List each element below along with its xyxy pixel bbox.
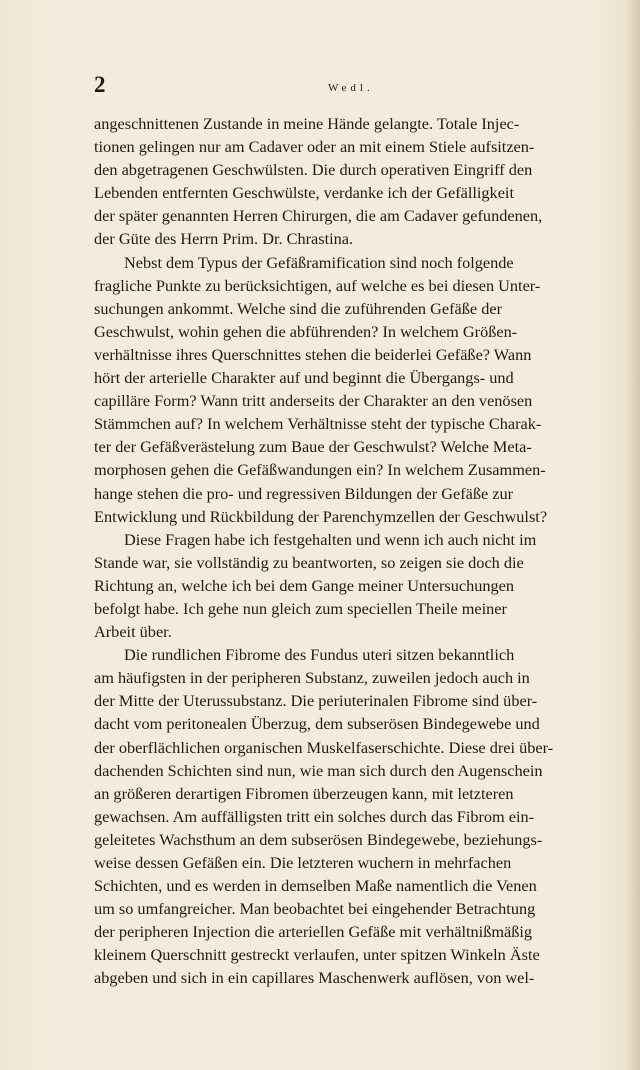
text-line: morphosen gehen die Gefäßwandungen ein? In welchem Zusammen-	[94, 460, 546, 480]
text-line: tionen gelingen nur am Cadaver oder an mit einem Stiele aufsitzen-	[94, 137, 535, 157]
text-line: der Mitte der Uterussubstanz. Die periuterinalen Fibrome sind über-	[94, 691, 538, 711]
text-line: dacht vom peritonealen Überzug, dem subserösen Bindegewebe und	[94, 714, 540, 734]
text-line: angeschnittenen Zustande in meine Hände gelangte. Totale Injec-	[94, 114, 520, 133]
text-line: Entwicklung und Rückbildung der Parenchymzellen der Geschwulst?	[94, 506, 548, 526]
paragraph-2	[94, 251, 602, 528]
text-line: verhältnisse ihres Querschnittes stehen die beiderlei Gefäße? Wann	[94, 344, 532, 364]
text-line: suchungen ankommt. Welche sind die zuführenden Gefäße der	[94, 298, 502, 318]
text-line: ter der Gefäßverästelung zum Baue der Geschwulst? Welche Meta-	[94, 437, 532, 457]
text-line: Stämmchen auf? In welchem Verhältnisse steht der typische Charak-	[94, 414, 542, 434]
page-edge-shadow	[626, 0, 640, 1070]
text-line: fragliche Punkte zu berücksichtigen, auf welche es bei diesen Unter-	[94, 275, 541, 295]
text-line: hange stehen die pro- und regressiven Bildungen der Gefäße zur	[94, 483, 514, 503]
text-line: Stande war, sie vollständig zu beantworten, so zeigen sie doch die	[94, 552, 524, 572]
page-number: 2	[94, 72, 106, 97]
text-line: abgeben und sich in ein capillares Maschenwerk auflösen, von wel-	[94, 968, 535, 988]
text-line: am häufigsten in der peripheren Substanz, zuweilen jedoch auch in	[94, 668, 530, 688]
text-line: Schichten, und es werden in demselben Maße namentlich die Venen	[94, 876, 537, 896]
text-line: gewachsen. Am auffälligsten tritt ein solches durch das Fibrom ein-	[94, 806, 535, 826]
text-line: befolgt habe. Ich gehe nun gleich zum speciellen Theile meiner	[94, 598, 507, 618]
text-line: der peripheren Injection die arteriellen Gefäße mit verhältnißmäßig	[94, 922, 533, 942]
text-line: um so umfangreicher. Man beobachtet bei eingehender Betrachtung	[94, 899, 536, 919]
text-line: Diese Fragen habe ich festgehalten und wenn ich auch nicht im	[124, 529, 537, 549]
text-line: kleinem Querschnitt gestreckt verlaufen, unter spitzen Winkeln Äste	[94, 945, 540, 965]
text-line: an größeren derartigen Fibromen überzeugen kann, mit letzteren	[94, 783, 514, 803]
text-line: capilläre Form? Wann tritt anderseits der Charakter an den venösen	[94, 391, 533, 411]
text-line: dachenden Schichten sind nun, wie man sich durch den Augenschein	[94, 760, 543, 780]
text-line: geleitetes Wachsthum an dem subserösen Bindegewebe, beziehungs-	[94, 829, 543, 849]
text-line: Arbeit über.	[94, 622, 172, 642]
paragraph-1	[94, 112, 602, 251]
text-line: der später genannten Herren Chirurgen, die am Cadaver gefundenen,	[94, 206, 543, 226]
body-text	[94, 112, 602, 990]
text-line: Nebst dem Typus der Gefäßramification sind noch folgende	[124, 252, 514, 272]
text-line: hört der arterielle Charakter auf und beginnt die Übergangs- und	[94, 368, 514, 388]
paragraph-4	[94, 643, 602, 989]
text-line: weise dessen Gefäßen ein. Die letzteren wuchern in mehrfachen	[94, 853, 512, 872]
text-line: Richtung an, welche ich bei dem Gange meiner Untersuchungen	[94, 575, 515, 595]
text-line: der Güte des Herrn Prim. Dr. Chrastina.	[94, 229, 354, 249]
text-line: Geschwulst, wohin gehen die abführenden? In welchem Größen-	[94, 321, 518, 341]
page-header	[94, 72, 594, 102]
text-line: Lebenden entfernten Geschwülste, verdanke ich der Gefälligkeit	[94, 183, 514, 203]
paragraph-3	[94, 528, 602, 643]
text-line: der oberflächlichen organischen Muskelfaserschichte. Diese drei über-	[94, 737, 554, 757]
text-line: den abgetragenen Geschwülsten. Die durch operativen Eingriff den	[94, 160, 533, 180]
running-head: Wedl.	[328, 82, 374, 94]
text-line: Die rundlichen Fibrome des Fundus uteri sitzen bekanntlich	[124, 645, 515, 665]
